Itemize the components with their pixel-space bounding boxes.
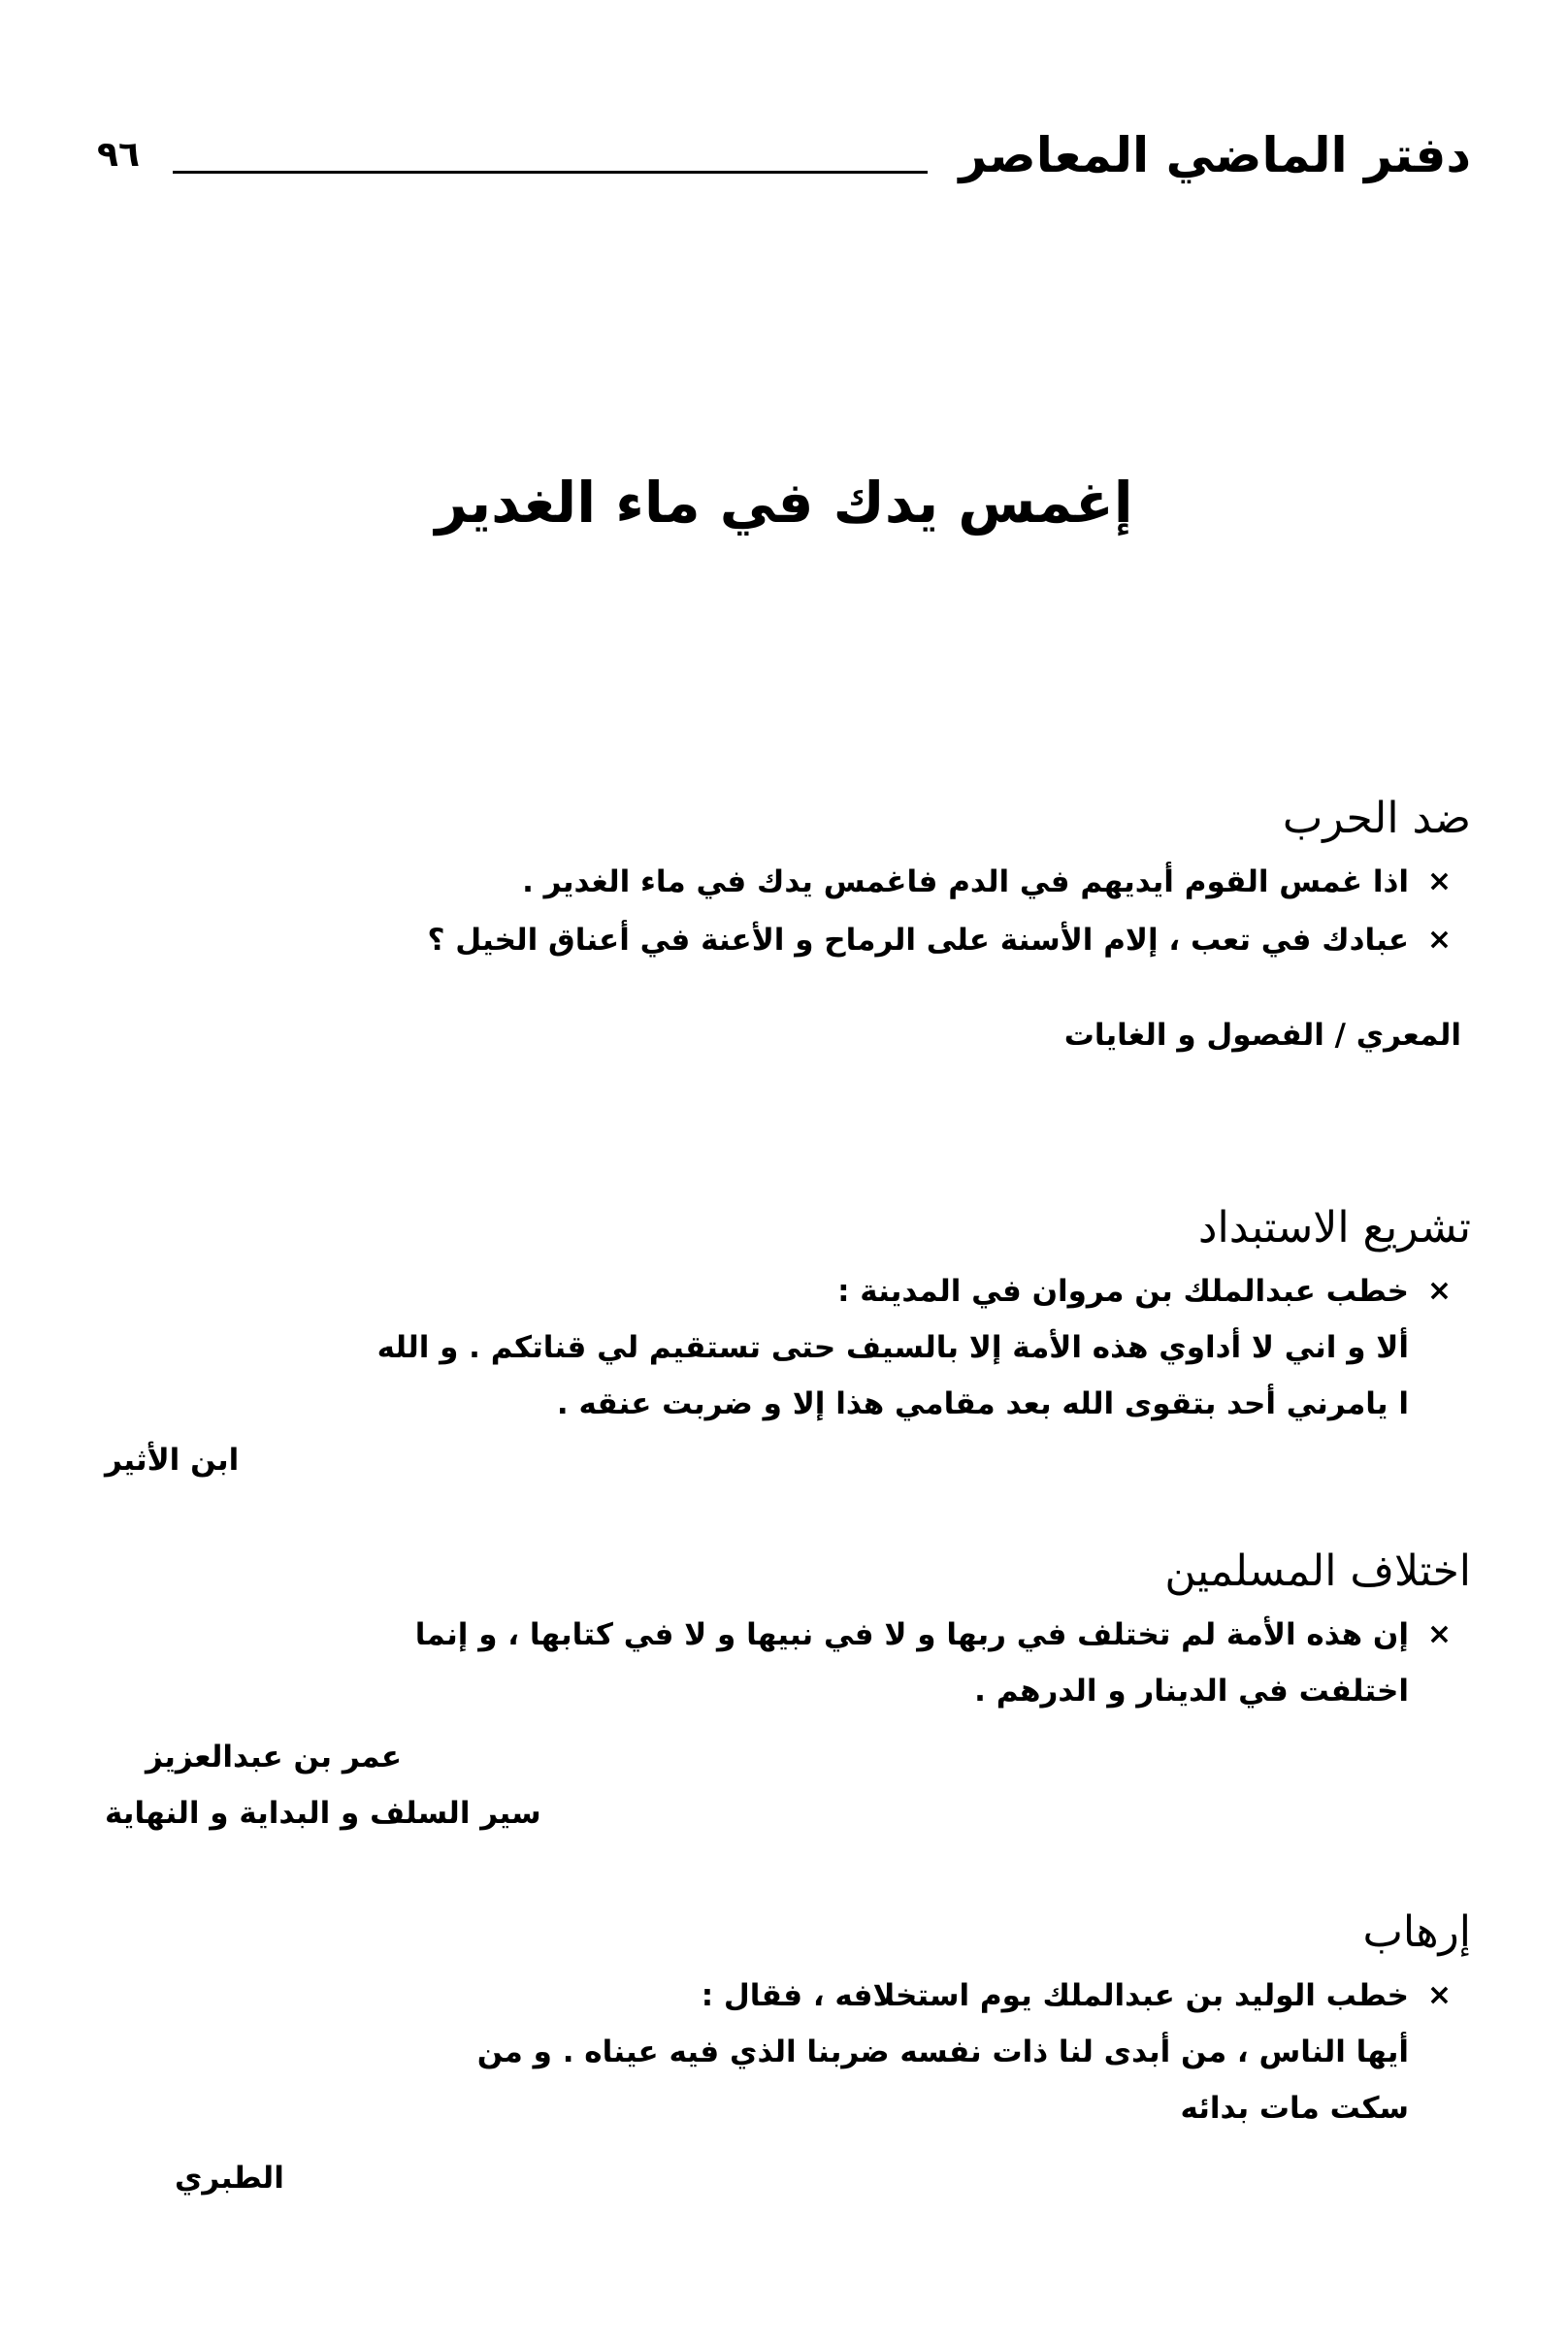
book-title: دفتر الماضي المعاصر bbox=[959, 127, 1471, 183]
section-terror bbox=[97, 1902, 1471, 2206]
quote-entry bbox=[97, 1607, 1471, 1719]
quote-line: اذا غمس القوم أيديهم في الدم فاغمس يدك في ماء الغدير . bbox=[522, 864, 1409, 899]
bullet-mark: × bbox=[1426, 1978, 1452, 2012]
bullet-mark: × bbox=[1426, 1274, 1452, 1308]
quote-line: خطب الوليد بن عبدالملك يوم استخلافه ، فقال : bbox=[701, 1978, 1409, 2013]
quote-entry bbox=[97, 1263, 1471, 1432]
quote-entry bbox=[97, 854, 1471, 910]
chapter-title: إغمس يدك في ماء الغدير bbox=[435, 470, 1133, 536]
section-despotism bbox=[97, 1197, 1471, 1488]
quote-line: سكت مات بدائه bbox=[1180, 2091, 1409, 2126]
quote-line: عبادك في تعب ، إلام الأسنة على الرماح و الأعنة في أعناق الخيل ؟ bbox=[427, 923, 1409, 958]
quote-line: خطب عبدالملك بن مروان في المدينة : bbox=[837, 1274, 1409, 1309]
section-muslim-disagreement bbox=[97, 1541, 1471, 1841]
quote-author: عمر بن عبدالعزيز bbox=[146, 1740, 403, 1774]
quote-line: ألا و اني لا أداوي هذه الأمة إلا بالسيف حتى تستقيم لي قناتكم . و الله bbox=[376, 1330, 1409, 1365]
quote-line: ا يامرني أحد بتقوى الله بعد مقامي هذا إلا و ضربت عنقه . bbox=[556, 1386, 1409, 1421]
quote-source: سير السلف و البداية و النهاية bbox=[105, 1796, 541, 1831]
section-heading: ضد الحرب bbox=[1282, 794, 1471, 843]
quote-line: اختلفت في الدينار و الدرهم . bbox=[974, 1674, 1409, 1709]
section-heading: إرهاب bbox=[1362, 1907, 1471, 1957]
quote-source: الطبري bbox=[175, 2161, 284, 2196]
page-number: ٩٦ bbox=[97, 135, 140, 175]
bullet-mark: × bbox=[1426, 1617, 1452, 1651]
section-heading: اختلاف المسلمين bbox=[1164, 1546, 1471, 1596]
bullet-mark: × bbox=[1426, 923, 1452, 957]
section-anti-war bbox=[97, 788, 1471, 1063]
header-rule bbox=[173, 171, 928, 174]
quote-line: إن هذه الأمة لم تختلف في ربها و لا في نبيها و لا في كتابها ، و إنما bbox=[414, 1617, 1409, 1652]
section-heading: تشريع الاستبداد bbox=[1197, 1203, 1471, 1253]
quote-source: ابن الأثير bbox=[105, 1443, 240, 1478]
bullet-mark: × bbox=[1426, 864, 1452, 898]
quote-line: أيها الناس ، من أبدى لنا ذات نفسه ضربنا الذي فيه عيناه . و من bbox=[476, 2035, 1409, 2069]
quote-entry bbox=[97, 912, 1471, 968]
running-header bbox=[97, 126, 1471, 184]
quote-source: المعري / الفصول و الغايات bbox=[1063, 1018, 1461, 1053]
quote-entry bbox=[97, 1968, 1471, 2136]
